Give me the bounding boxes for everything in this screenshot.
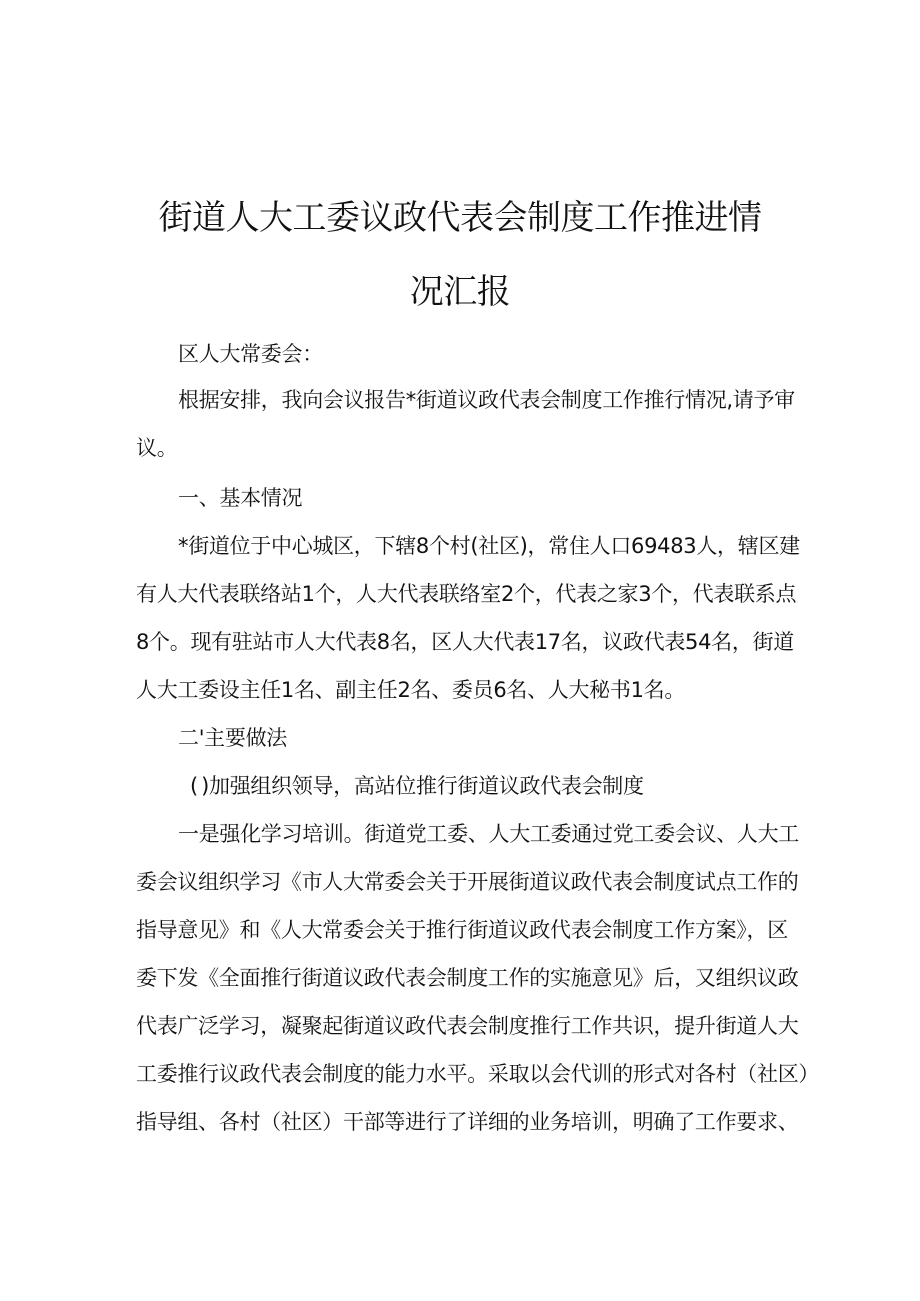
subsection1-line-4: 委下发《全面推行街道议政代表会制度工作的实施意见》后，又组织议政 (136, 966, 799, 990)
section1-line-3: 8个。现有驻站市人大代表8名，区人大代表17名，议政代表54名，街道 (136, 630, 794, 654)
subsection1-line-5: 代表广泛学习，凝聚起街道议政代表会制度推行工作共识，提升街道人大 (136, 1014, 799, 1038)
subsection1-heading: ( )加强组织领导，高站位推行街道议政代表会制度 (190, 774, 644, 798)
salutation: 区人大常委会： (178, 342, 323, 366)
subsection1-line-3: 指导意见》和《人大常委会关于推行街道议政代表会制度工作方案》，区 (136, 918, 788, 942)
intro-line-1: 根据安排，我向会议报告*街道议政代表会制度工作推行情况,请予审 (178, 388, 795, 412)
section1-line-4: 人大工委设主任1名、副主任2名、委员6名、人大秘书1名。 (136, 678, 686, 702)
subsection1-line-2: 委会议组织学习《市人大常委会关于开展街道议政代表会制度试点工作的 (136, 870, 799, 894)
section1-line-2: 有人大代表联络站1个，人大代表联络室2个，代表之家3个，代表联系点 (136, 582, 797, 606)
subsection1-line-6: 工委推行议政代表会制度的能力水平。采取以会代训的形式对各村（社区） (136, 1062, 820, 1086)
subsection1-line-1: 一是强化学习培训。街道党工委、人大工委通过党工委会议、人大工 (178, 822, 799, 846)
section2-heading: 二'主要做法 (178, 726, 287, 750)
section1-line-1: *街道位于中心城区，下辖8个村(社区)，常住人口69483人，辖区建 (178, 534, 800, 558)
subsection1-line-7: 指导组、各村（社区）干部等进行了详细的业务培训，明确了工作要求、 (136, 1110, 799, 1134)
section1-heading: 一、基本情况 (178, 486, 303, 510)
document-title-line-1: 街道人大工委议政代表会制度工作推进情 (158, 198, 762, 238)
intro-line-2: 议。 (136, 436, 178, 460)
document-title-line-2: 况汇报 (409, 272, 511, 312)
